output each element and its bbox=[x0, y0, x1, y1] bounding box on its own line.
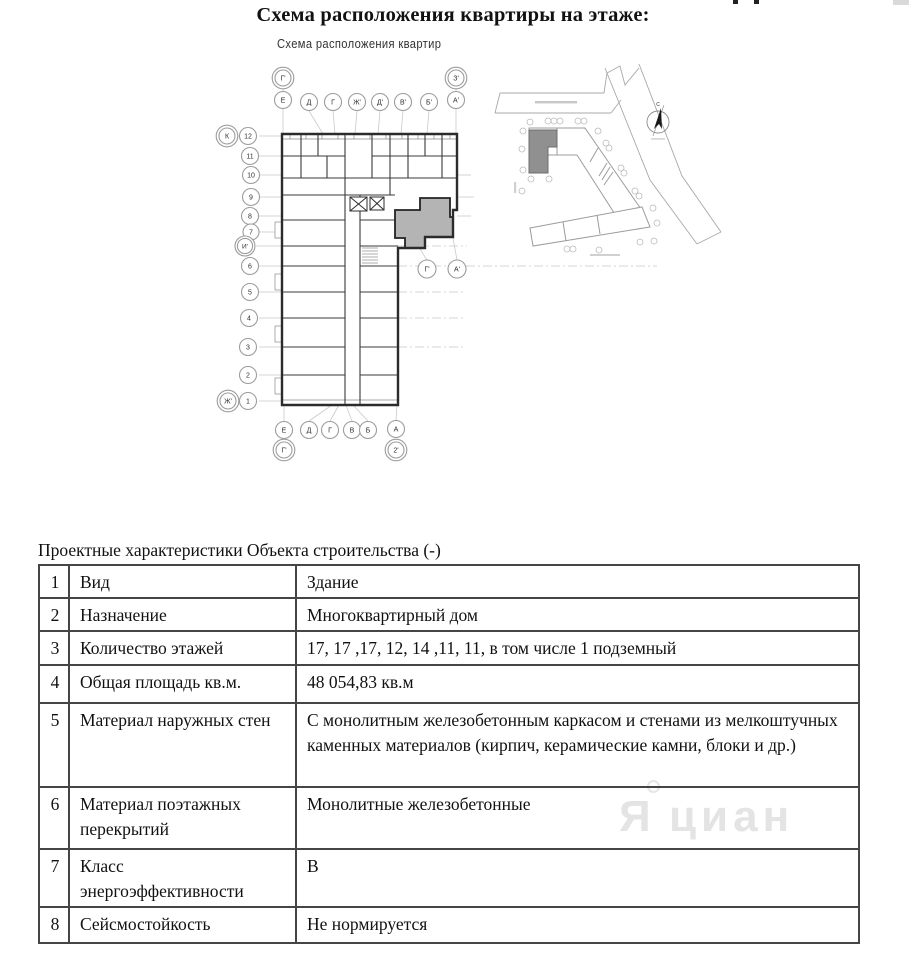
street-label-smudge bbox=[535, 101, 577, 103]
axis-marker-label: 10 bbox=[247, 172, 255, 180]
row-value: Монолитные железобетонные bbox=[296, 787, 859, 849]
axis-marker-label: 1 bbox=[246, 398, 250, 406]
axis-marker-label: 7 bbox=[249, 229, 253, 237]
row-name: Общая площадь кв.м. bbox=[69, 665, 296, 703]
axis-marker-label: Е bbox=[280, 97, 286, 105]
street-label-smudge bbox=[514, 182, 516, 193]
row-value: Здание bbox=[296, 565, 859, 598]
row-value: 48 054,83 кв.м bbox=[296, 665, 859, 703]
row-number: 8 bbox=[39, 907, 69, 943]
table-row bbox=[39, 849, 859, 907]
axis-marker-label: Е bbox=[281, 427, 287, 435]
floor-plan-drawing bbox=[205, 60, 725, 470]
table-title: Проектные характеристики Объекта строительства (-) bbox=[38, 540, 441, 560]
row-value: Не нормируется bbox=[296, 907, 859, 943]
axis-marker-label: З' bbox=[453, 75, 459, 83]
axis-marker-label: 11 bbox=[246, 153, 254, 161]
characteristics-table bbox=[38, 564, 860, 944]
row-name: Количество этажей bbox=[69, 631, 296, 665]
axis-marker-label: А' bbox=[452, 97, 460, 105]
axis-marker-label: 8 bbox=[248, 213, 252, 221]
axis-marker-label: Г' bbox=[280, 75, 286, 83]
table-row bbox=[39, 703, 859, 787]
axis-marker-label: Д bbox=[306, 427, 312, 435]
row-value: С монолитным железобетонным каркасом и стенами из мелкоштучных каменных материалов (кирпич, керамические камни, блоки и др.) bbox=[296, 703, 859, 787]
row-name: Назначение bbox=[69, 598, 296, 631]
plan-caption: Схема расположения квартир bbox=[277, 36, 442, 51]
axis-marker-label: 6 bbox=[248, 263, 252, 271]
row-number: 3 bbox=[39, 631, 69, 665]
row-number: 7 bbox=[39, 849, 69, 907]
row-number: 2 bbox=[39, 598, 69, 631]
axis-marker-label: 2' bbox=[393, 447, 399, 455]
row-value: Многоквартирный дом bbox=[296, 598, 859, 631]
axis-marker-label: А bbox=[393, 426, 399, 434]
axis-marker-label: 5 bbox=[248, 289, 252, 297]
axis-marker-label: Г' bbox=[281, 447, 287, 455]
watermark-text: циан bbox=[669, 792, 795, 841]
axis-marker-label: Ж' bbox=[224, 398, 232, 406]
row-name: Материал поэтажных перекрытий bbox=[69, 787, 296, 849]
axis-marker-label: Б bbox=[365, 427, 371, 435]
axis-marker-label: В bbox=[349, 427, 355, 435]
row-name: Класс энергоэффективности bbox=[69, 849, 296, 907]
watermark-logo-icon: Я bbox=[619, 792, 651, 841]
row-number: 6 bbox=[39, 787, 69, 849]
axis-marker-label: К bbox=[224, 133, 230, 141]
axis-marker-label: Д bbox=[306, 99, 312, 107]
axis-marker-label: 4 bbox=[247, 315, 251, 323]
elevator-shafts bbox=[350, 197, 384, 211]
axis-marker-label: Г' bbox=[424, 266, 430, 274]
row-name: Сейсмостойкость bbox=[69, 907, 296, 943]
row-value: В bbox=[296, 849, 859, 907]
axis-marker-label: 9 bbox=[249, 194, 253, 202]
row-name: Вид bbox=[69, 565, 296, 598]
axis-marker-label: Ж' bbox=[353, 99, 361, 107]
table-row bbox=[39, 631, 859, 665]
table-row bbox=[39, 907, 859, 943]
row-number: 4 bbox=[39, 665, 69, 703]
axis-marker-label: Г bbox=[331, 99, 335, 107]
table-row bbox=[39, 598, 859, 631]
compass-north-label: С bbox=[656, 102, 660, 108]
axis-marker-label: В' bbox=[399, 99, 407, 107]
axis-marker-label: Д' bbox=[376, 99, 384, 107]
site-plan bbox=[495, 64, 721, 256]
row-value: 17, 17 ,17, 12, 14 ,11, 11, в том числе 1 подземный bbox=[296, 631, 859, 665]
row-name: Материал наружных стен bbox=[69, 703, 296, 787]
axis-marker-label: 2 bbox=[246, 372, 250, 380]
axis-marker-label: 12 bbox=[244, 133, 252, 141]
table-row bbox=[39, 665, 859, 703]
table-row bbox=[39, 565, 859, 598]
axis-marker-label: 3 bbox=[246, 344, 250, 352]
axis-marker-label: И' bbox=[242, 243, 248, 251]
axis-markers bbox=[216, 67, 467, 461]
table-row bbox=[39, 787, 859, 849]
row-number: 1 bbox=[39, 565, 69, 598]
street-label-smudge bbox=[590, 254, 620, 256]
axis-marker-label: Г bbox=[328, 427, 332, 435]
stairs bbox=[362, 248, 378, 263]
axis-marker-label: Б' bbox=[426, 99, 432, 107]
axis-marker-label: А' bbox=[453, 266, 461, 274]
row-number: 5 bbox=[39, 703, 69, 787]
page-title: Схема расположения квартиры на этаже: bbox=[256, 4, 650, 26]
